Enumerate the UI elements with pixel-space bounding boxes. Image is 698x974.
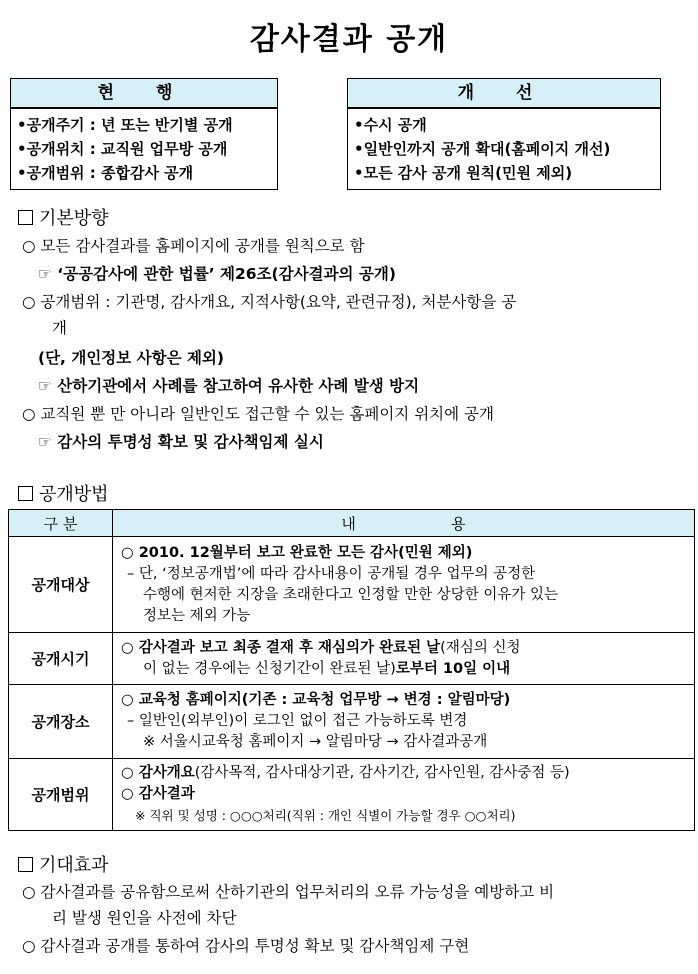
row-content: ○ 감사개요(감사목적, 감사대상기관, 감사기간, 감사인원, 감사중점 등) ○ 감사결과 ※ 직위 및 성명 : ○○○처리(직위 : 개인 식별이 가능할 경우 ○○처리) [113,759,695,831]
basic-line: ○ 공개범위 : 기관명, 감사개요, 지적사항(요약, 관련규정), 처분사항을 공 [22,293,517,311]
current-item: •공개주기 : 년 또는 반기별 공개 [17,116,233,134]
basic-line: ☞ 산하기관에서 사례를 참고하여 유사한 사례 발생 방지 [38,377,420,395]
table-row [9,759,695,831]
row-label: 공개범위 [9,759,113,831]
table-header-row [9,510,695,537]
basic-line: 개 [52,319,67,337]
method-heading: 공개방법 [18,480,109,506]
improved-item: •일반인까지 공개 확대(홈페이지 개선) [354,140,611,158]
row-content: ○ 2010. 12월부터 보고 완료한 모든 감사(민원 제외) – 단, ‘정보공개법’에 따라 감사내용이 공개될 경우 업무의 공정한 수행에 현저한 지장을 초래한다고 인정할 만한 상당한 이유가 있는 정보는 제외 가능 [113,537,695,633]
method-table [8,509,695,831]
square-bullet-icon [18,210,33,225]
arrow-icon [300,124,320,144]
column-header: 구 분 [9,510,113,537]
effect-heading: 기대효과 [18,851,109,877]
current-item: •공개위치 : 교직원 업무방 공개 [17,140,228,158]
table-row [9,633,695,685]
basic-line: (단, 개인정보 사항은 제외) [38,349,224,367]
square-bullet-icon [18,857,33,872]
basic-line: ○ 모든 감사결과를 홈페이지에 공개를 원칙으로 함 [22,237,365,255]
improved-item: •모든 감사 공개 원칙(민원 제외) [354,164,573,182]
improved-item: •수시 공개 [354,116,427,134]
column-header: 내 용 [113,510,695,537]
current-item: •공개범위 : 종합감사 공개 [17,164,194,182]
basic-line: ○ 교직원 뿐 만 아니라 일반인도 접근할 수 있는 홈페이지 위치에 공개 [22,405,494,423]
improved-header: 개 선 [347,78,661,108]
effect-line: ○ 감사결과 공개를 통하여 감사의 투명성 확보 및 감사책임제 구현 [22,937,470,955]
page-title: 감사결과 공개 [249,22,449,57]
table-row [9,537,695,633]
effect-line: 리 발생 원인을 사전에 차단 [52,909,237,927]
effect-line: ○ 감사결과를 공유함으로써 산하기관의 업무처리의 오류 가능성을 예방하고 비 [22,883,555,901]
basic-line: ☞ ‘공공감사에 관한 법률’ 제26조(감사결과의 공개) [38,265,396,283]
row-label: 공개시기 [9,633,113,685]
row-label: 공개대상 [9,537,113,633]
row-content: ○ 교육청 홈페이지(기존 : 교육청 업무방 → 변경 : 알림마당) – 일반인(외부인)이 로그인 없이 접근 가능하도록 변경 ※ 서울시교육청 홈페이지 → 알림마당 → 감사결과공개 [113,685,695,759]
improved-box [347,108,661,190]
table-row [9,685,695,759]
current-box [10,108,278,190]
current-header: 현 행 [10,78,278,108]
row-content: ○ 감사결과 보고 최종 결재 후 재심의가 완료된 날(재심의 신청 이 없는 경우에는 신청기간이 완료된 날)로부터 10일 이내 [113,633,695,685]
basic-line: ☞ 감사의 투명성 확보 및 감사책임제 실시 [38,433,324,451]
basic-heading: 기본방향 [18,204,109,230]
row-label: 공개장소 [9,685,113,759]
square-bullet-icon [18,486,33,501]
